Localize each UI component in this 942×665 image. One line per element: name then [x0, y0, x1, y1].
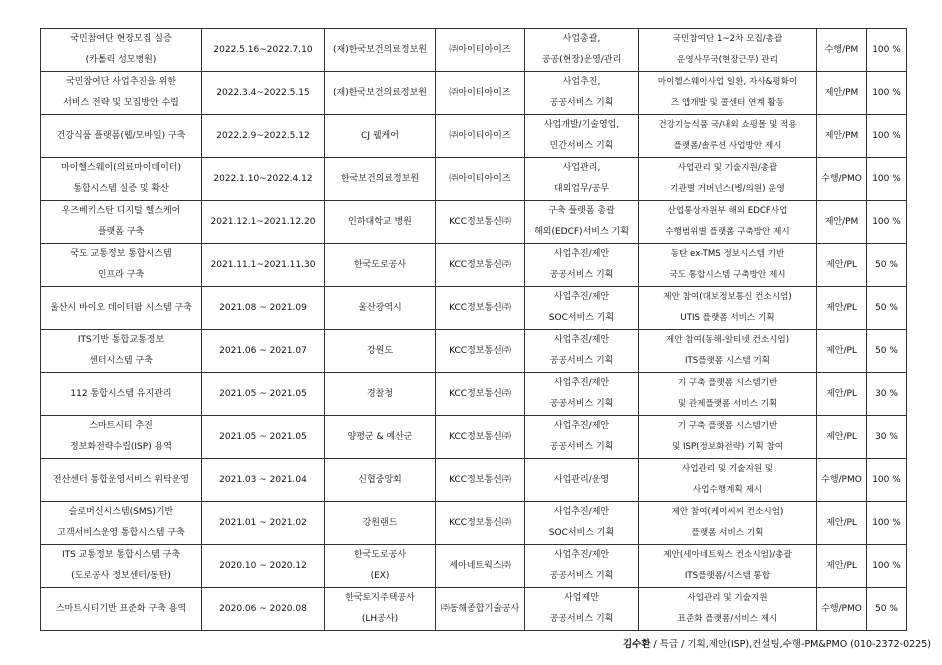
client-line: 경찰청 — [366, 388, 394, 399]
company-cell: KCC정보통신㈜ — [436, 201, 525, 244]
detail-line: 사업관리 및 기술지원 및 — [681, 464, 774, 474]
role-cell: 수행/PMO — [817, 588, 867, 631]
detail-cell — [639, 158, 817, 201]
detail-cell — [639, 244, 817, 287]
detail-line: 제안 참여(동해-알티넷 컨소시엄) — [665, 335, 790, 345]
footer — [623, 636, 931, 650]
client-line: 한국토지주택공사 — [345, 593, 415, 603]
company-cell: KCC정보통신㈜ — [436, 287, 525, 330]
task-line: SOC서비스 기획 — [548, 313, 615, 323]
project-cell — [41, 158, 202, 201]
role-cell: 제안/PL — [817, 416, 867, 459]
period-cell: 2021.05 ~ 2021.05 — [202, 416, 325, 459]
period-cell: 2021.05 ~ 2021.05 — [202, 373, 325, 416]
project-cell — [41, 29, 202, 72]
company-cell: ㈜아이티아이즈 — [436, 158, 525, 201]
task-line: 구축 플랫폼 총괄 — [548, 206, 615, 216]
task-line: 사업총괄, — [562, 34, 601, 44]
career-table — [40, 28, 907, 631]
project-line: (카톨릭 성모병원) — [85, 55, 157, 65]
rate-cell: 50 % — [867, 330, 907, 373]
rate-cell: 100 % — [867, 158, 907, 201]
period-cell: 2021.01 ~ 2021.02 — [202, 502, 325, 545]
detail-line: 및 관제플랫폼 서비스 기획 — [677, 399, 778, 409]
table-row — [41, 459, 907, 502]
rate-cell: 30 % — [867, 416, 907, 459]
task-cell — [525, 545, 639, 588]
task-cell — [525, 459, 639, 502]
task-cell — [525, 373, 639, 416]
detail-line: 수행범위별 플랫폼 구축방안 제시 — [665, 227, 790, 237]
period-cell: 2021.08 ~ 2021.09 — [202, 287, 325, 330]
role-cell: 제안/PM — [817, 115, 867, 158]
rate-cell: 100 % — [867, 545, 907, 588]
task-line: 사업추진/제안 — [553, 550, 610, 560]
task-cell — [525, 502, 639, 545]
period-cell: 2021.06 ~ 2021.07 — [202, 330, 325, 373]
client-line: 한국도로공사 — [353, 259, 407, 270]
company-cell: KCC정보통신㈜ — [436, 459, 525, 502]
detail-line: 사업관리 및 기술지원 — [687, 593, 768, 603]
client-cell — [325, 459, 436, 502]
rate-cell: 30 % — [867, 373, 907, 416]
project-cell — [41, 115, 202, 158]
project-cell — [41, 416, 202, 459]
task-cell — [525, 244, 639, 287]
period-cell: 2022.1.10~2022.4.12 — [202, 158, 325, 201]
task-line: 사업추진/제안 — [553, 249, 610, 259]
project-cell — [41, 502, 202, 545]
detail-line: ITS플랫폼/시스템 통합 — [684, 571, 771, 581]
detail-cell — [639, 72, 817, 115]
detail-line: UTIS 플랫폼 서비스 기획 — [680, 313, 775, 323]
project-line: ITS기반 통합교통정보 — [77, 335, 165, 345]
company-cell: ㈜동해종합기술공사 — [436, 588, 525, 631]
client-cell — [325, 72, 436, 115]
period-cell: 2020.06 ~ 2020.08 — [202, 588, 325, 631]
project-line: 고객서비스운영 통합시스템 구축 — [57, 528, 185, 538]
client-line: (EX) — [370, 571, 390, 581]
project-line: 스마트시티 추진 — [89, 421, 153, 431]
period-cell: 2022.5.16~2022.7.10 — [202, 29, 325, 72]
table-row — [41, 330, 907, 373]
client-cell — [325, 373, 436, 416]
project-line: 건강식품 플랫폼(웹/모바일) 구축 — [56, 130, 186, 141]
project-cell — [41, 201, 202, 244]
footer-name: 김수환 — [623, 639, 651, 650]
footer-info: 기획,제안(ISP),컨설팅,수행-PM&PMO (010-2372-0225) — [687, 639, 931, 650]
detail-line: 표준화 플랫폼/서비스 제시 — [677, 614, 778, 624]
client-cell — [325, 545, 436, 588]
task-line: 사업추진/제안 — [553, 292, 610, 302]
detail-line: 기 구축 플랫폼 시스템기반 — [677, 421, 778, 431]
detail-line: 국민참여단 1~2차 모집/총괄 — [672, 34, 783, 44]
detail-line: 동탄 ex-TMS 정보시스템 기반 — [670, 249, 785, 259]
detail-cell — [639, 373, 817, 416]
detail-line: ITS플랫폼 시스템 기획 — [684, 356, 771, 366]
client-cell — [325, 330, 436, 373]
table-row — [41, 588, 907, 631]
detail-line: 및 ISP(정보화전략) 기획 참여 — [671, 442, 784, 452]
period-cell: 2021.12.1~2021.12.20 — [202, 201, 325, 244]
role-cell: 제안/PL — [817, 502, 867, 545]
company-cell: ㈜아이티아이즈 — [436, 29, 525, 72]
task-line: 대외업무/공무 — [553, 184, 610, 194]
project-line: (도로공사 정보센터/동탄) — [71, 571, 171, 581]
project-line: 센터시스템 구축 — [89, 356, 153, 366]
client-cell — [325, 201, 436, 244]
career-table-body — [41, 29, 907, 631]
detail-cell — [639, 459, 817, 502]
rate-cell: 100 % — [867, 115, 907, 158]
client-line: 양평군 & 예산군 — [347, 431, 413, 442]
detail-cell — [639, 115, 817, 158]
task-cell — [525, 287, 639, 330]
table-row — [41, 29, 907, 72]
rate-cell: 100 % — [867, 201, 907, 244]
task-line: 사업개발/기술영업, — [543, 120, 620, 130]
client-line: 한국도로공사 — [353, 550, 407, 560]
detail-cell — [639, 201, 817, 244]
project-line: 플랫폼 구축 — [97, 227, 145, 237]
task-line: 사업제안 — [564, 593, 599, 603]
task-line: 공공서비스 기획 — [549, 571, 614, 581]
detail-line: 플랫폼 서비스 기획 — [691, 528, 764, 538]
table-row — [41, 502, 907, 545]
period-cell: 2021.03 ~ 2021.04 — [202, 459, 325, 502]
task-line: 사업추진/제안 — [553, 378, 610, 388]
detail-line: 제안 참여(대보정보통신 컨소시엄) — [663, 292, 792, 302]
project-line: 서비스 전략 및 모집방안 수립 — [63, 98, 179, 108]
detail-cell — [639, 287, 817, 330]
rate-cell: 100 % — [867, 459, 907, 502]
project-line: 인프라 구축 — [97, 270, 145, 280]
detail-cell — [639, 330, 817, 373]
task-cell — [525, 201, 639, 244]
project-line: 마이헬스웨이(의료마이데이터) — [60, 163, 182, 173]
detail-line: 기관별 거버넌스(병/의원) 운영 — [670, 184, 785, 194]
footer-separator: / — [650, 639, 660, 650]
detail-line: 플랫폼/솔루션 사업방안 제시 — [673, 141, 782, 151]
task-line: 공공서비스 기획 — [549, 614, 614, 624]
period-cell: 2022.2.9~2022.5.12 — [202, 115, 325, 158]
project-line: 국민참여단 사업추진을 위한 — [65, 77, 177, 87]
role-cell: 제안/PL — [817, 545, 867, 588]
detail-line: 운영사무국(현장근무) 관리 — [677, 55, 778, 65]
project-cell — [41, 588, 202, 631]
task-line: 사업추진/제안 — [553, 421, 610, 431]
detail-line: 건강기능식품 국/내외 쇼핑몰 및 적용 — [658, 120, 797, 130]
detail-line: 산업통상자원부 해외 EDCF사업 — [667, 206, 788, 216]
client-line: (재)한국보건의료정보원 — [333, 87, 427, 98]
detail-cell — [639, 29, 817, 72]
period-cell: 2020.10 ~ 2020.12 — [202, 545, 325, 588]
client-line: (재)한국보건의료정보원 — [333, 44, 427, 55]
project-line: 정보화전략수립(ISP) 용역 — [70, 442, 172, 452]
task-line: 해외(EDCF)서비스 기획 — [534, 227, 629, 237]
project-cell — [41, 373, 202, 416]
client-line: 한국보건의료정보원 — [340, 173, 420, 184]
client-line: CJ 웰케어 — [361, 130, 399, 141]
task-cell — [525, 416, 639, 459]
table-row — [41, 158, 907, 201]
company-cell: KCC정보통신㈜ — [436, 330, 525, 373]
project-cell — [41, 244, 202, 287]
rate-cell: 100 % — [867, 72, 907, 115]
task-line: 공공서비스 기획 — [549, 399, 614, 409]
task-line: 사업추진/제안 — [553, 507, 610, 517]
rate-cell: 50 % — [867, 588, 907, 631]
client-cell — [325, 158, 436, 201]
company-cell: KCC정보통신㈜ — [436, 416, 525, 459]
project-line: 전산센터 통합운영서비스 위탁운영 — [52, 474, 190, 485]
project-line: 스마트시티기반 표준화 구축 용역 — [55, 603, 187, 614]
project-cell — [41, 287, 202, 330]
company-cell: KCC정보통신㈜ — [436, 502, 525, 545]
project-line: 112 통합시스템 유지관리 — [70, 388, 172, 399]
table-row — [41, 416, 907, 459]
client-cell — [325, 416, 436, 459]
company-cell: ㈜아이티아이즈 — [436, 72, 525, 115]
detail-cell — [639, 416, 817, 459]
footer-grade: 특급 — [659, 639, 679, 650]
client-line: 강원랜드 — [362, 517, 398, 528]
client-cell — [325, 244, 436, 287]
client-line: (LH공사) — [361, 614, 399, 624]
project-line: ITS 교통정보 통합시스템 구축 — [61, 550, 181, 560]
footer-separator: / — [678, 639, 688, 650]
client-cell — [325, 115, 436, 158]
role-cell: 제안/PL — [817, 287, 867, 330]
table-row — [41, 72, 907, 115]
detail-line: 기 구축 플랫폼 시스템기반 — [677, 378, 778, 388]
role-cell: 수행/PMO — [817, 158, 867, 201]
project-cell — [41, 545, 202, 588]
task-line: 사업관리/운영 — [553, 474, 610, 485]
task-line: 공공서비스 기획 — [549, 270, 614, 280]
detail-line: 제안(세아네트웍스 컨소시엄)/총괄 — [663, 550, 792, 560]
client-line: 울산광역시 — [358, 302, 402, 313]
project-cell — [41, 459, 202, 502]
client-line: 신협중앙회 — [358, 474, 402, 485]
project-cell — [41, 330, 202, 373]
company-cell: ㈜아이티아이즈 — [436, 115, 525, 158]
detail-line: 사업수행계획 제시 — [692, 485, 763, 495]
rate-cell: 100 % — [867, 29, 907, 72]
task-cell — [525, 330, 639, 373]
detail-line: 국도 통합시스템 구축방안 제시 — [669, 270, 786, 280]
task-cell — [525, 158, 639, 201]
period-cell: 2021.11.1~2021.11.30 — [202, 244, 325, 287]
task-line: 민간서비스 기획 — [549, 141, 614, 151]
detail-line: 제안 참여(케이씨씨 컨소시엄) — [671, 507, 784, 517]
period-cell: 2022.3.4~2022.5.15 — [202, 72, 325, 115]
task-cell — [525, 29, 639, 72]
task-cell — [525, 115, 639, 158]
table-row — [41, 244, 907, 287]
task-cell — [525, 588, 639, 631]
project-line: 통합시스템 실증 및 확산 — [73, 184, 169, 194]
detail-cell — [639, 588, 817, 631]
table-row — [41, 287, 907, 330]
project-line: 국도 교통정보 통합시스템 — [70, 249, 172, 259]
rate-cell: 100 % — [867, 502, 907, 545]
project-line: 우즈베키스탄 디지털 헬스케어 — [61, 206, 181, 216]
company-cell: KCC정보통신㈜ — [436, 373, 525, 416]
client-cell — [325, 588, 436, 631]
project-cell — [41, 72, 202, 115]
table-row — [41, 115, 907, 158]
table-row — [41, 373, 907, 416]
task-line: 사업관리, — [562, 163, 601, 173]
client-cell — [325, 287, 436, 330]
role-cell: 제안/PL — [817, 244, 867, 287]
project-line: 국민참여단 현장모집 실증 — [70, 34, 172, 44]
company-cell: KCC정보통신㈜ — [436, 244, 525, 287]
detail-line: 사업관리 및 기술지원/총괄 — [677, 163, 778, 173]
task-line: 사업추진, — [562, 77, 601, 87]
task-line: 사업추진/제안 — [553, 335, 610, 345]
role-cell: 제안/PL — [817, 373, 867, 416]
company-cell: 세아네트웍스㈜ — [436, 545, 525, 588]
project-line: 울산시 바이오 데이터팜 시스템 구축 — [50, 302, 192, 313]
client-cell — [325, 502, 436, 545]
role-cell: 제안/PM — [817, 72, 867, 115]
detail-line: 즈 앱개발 및 콜센터 연계 활동 — [670, 98, 785, 108]
table-row — [41, 545, 907, 588]
rate-cell: 50 % — [867, 244, 907, 287]
detail-cell — [639, 545, 817, 588]
role-cell: 수행/PM — [817, 29, 867, 72]
task-line: SOC서비스 기획 — [548, 528, 615, 538]
role-cell: 제안/PL — [817, 330, 867, 373]
role-cell: 수행/PMO — [817, 459, 867, 502]
role-cell: 제안/PM — [817, 201, 867, 244]
client-line: 강원도 — [366, 345, 394, 356]
task-line: 공공서비스 기획 — [549, 442, 614, 452]
client-cell — [325, 29, 436, 72]
project-line: 슬로머신시스템(SMS)기반 — [68, 507, 174, 517]
detail-line: 마이헬스웨이사업 일환, 자사&평화이 — [657, 77, 798, 87]
task-line: 공공(현장)운영/관리 — [541, 55, 622, 65]
task-line: 공공서비스 기획 — [549, 98, 614, 108]
table-row — [41, 201, 907, 244]
task-line: 공공서비스 기획 — [549, 356, 614, 366]
rate-cell: 50 % — [867, 287, 907, 330]
task-cell — [525, 72, 639, 115]
client-line: 인하대학교 병원 — [348, 216, 412, 227]
detail-cell — [639, 502, 817, 545]
